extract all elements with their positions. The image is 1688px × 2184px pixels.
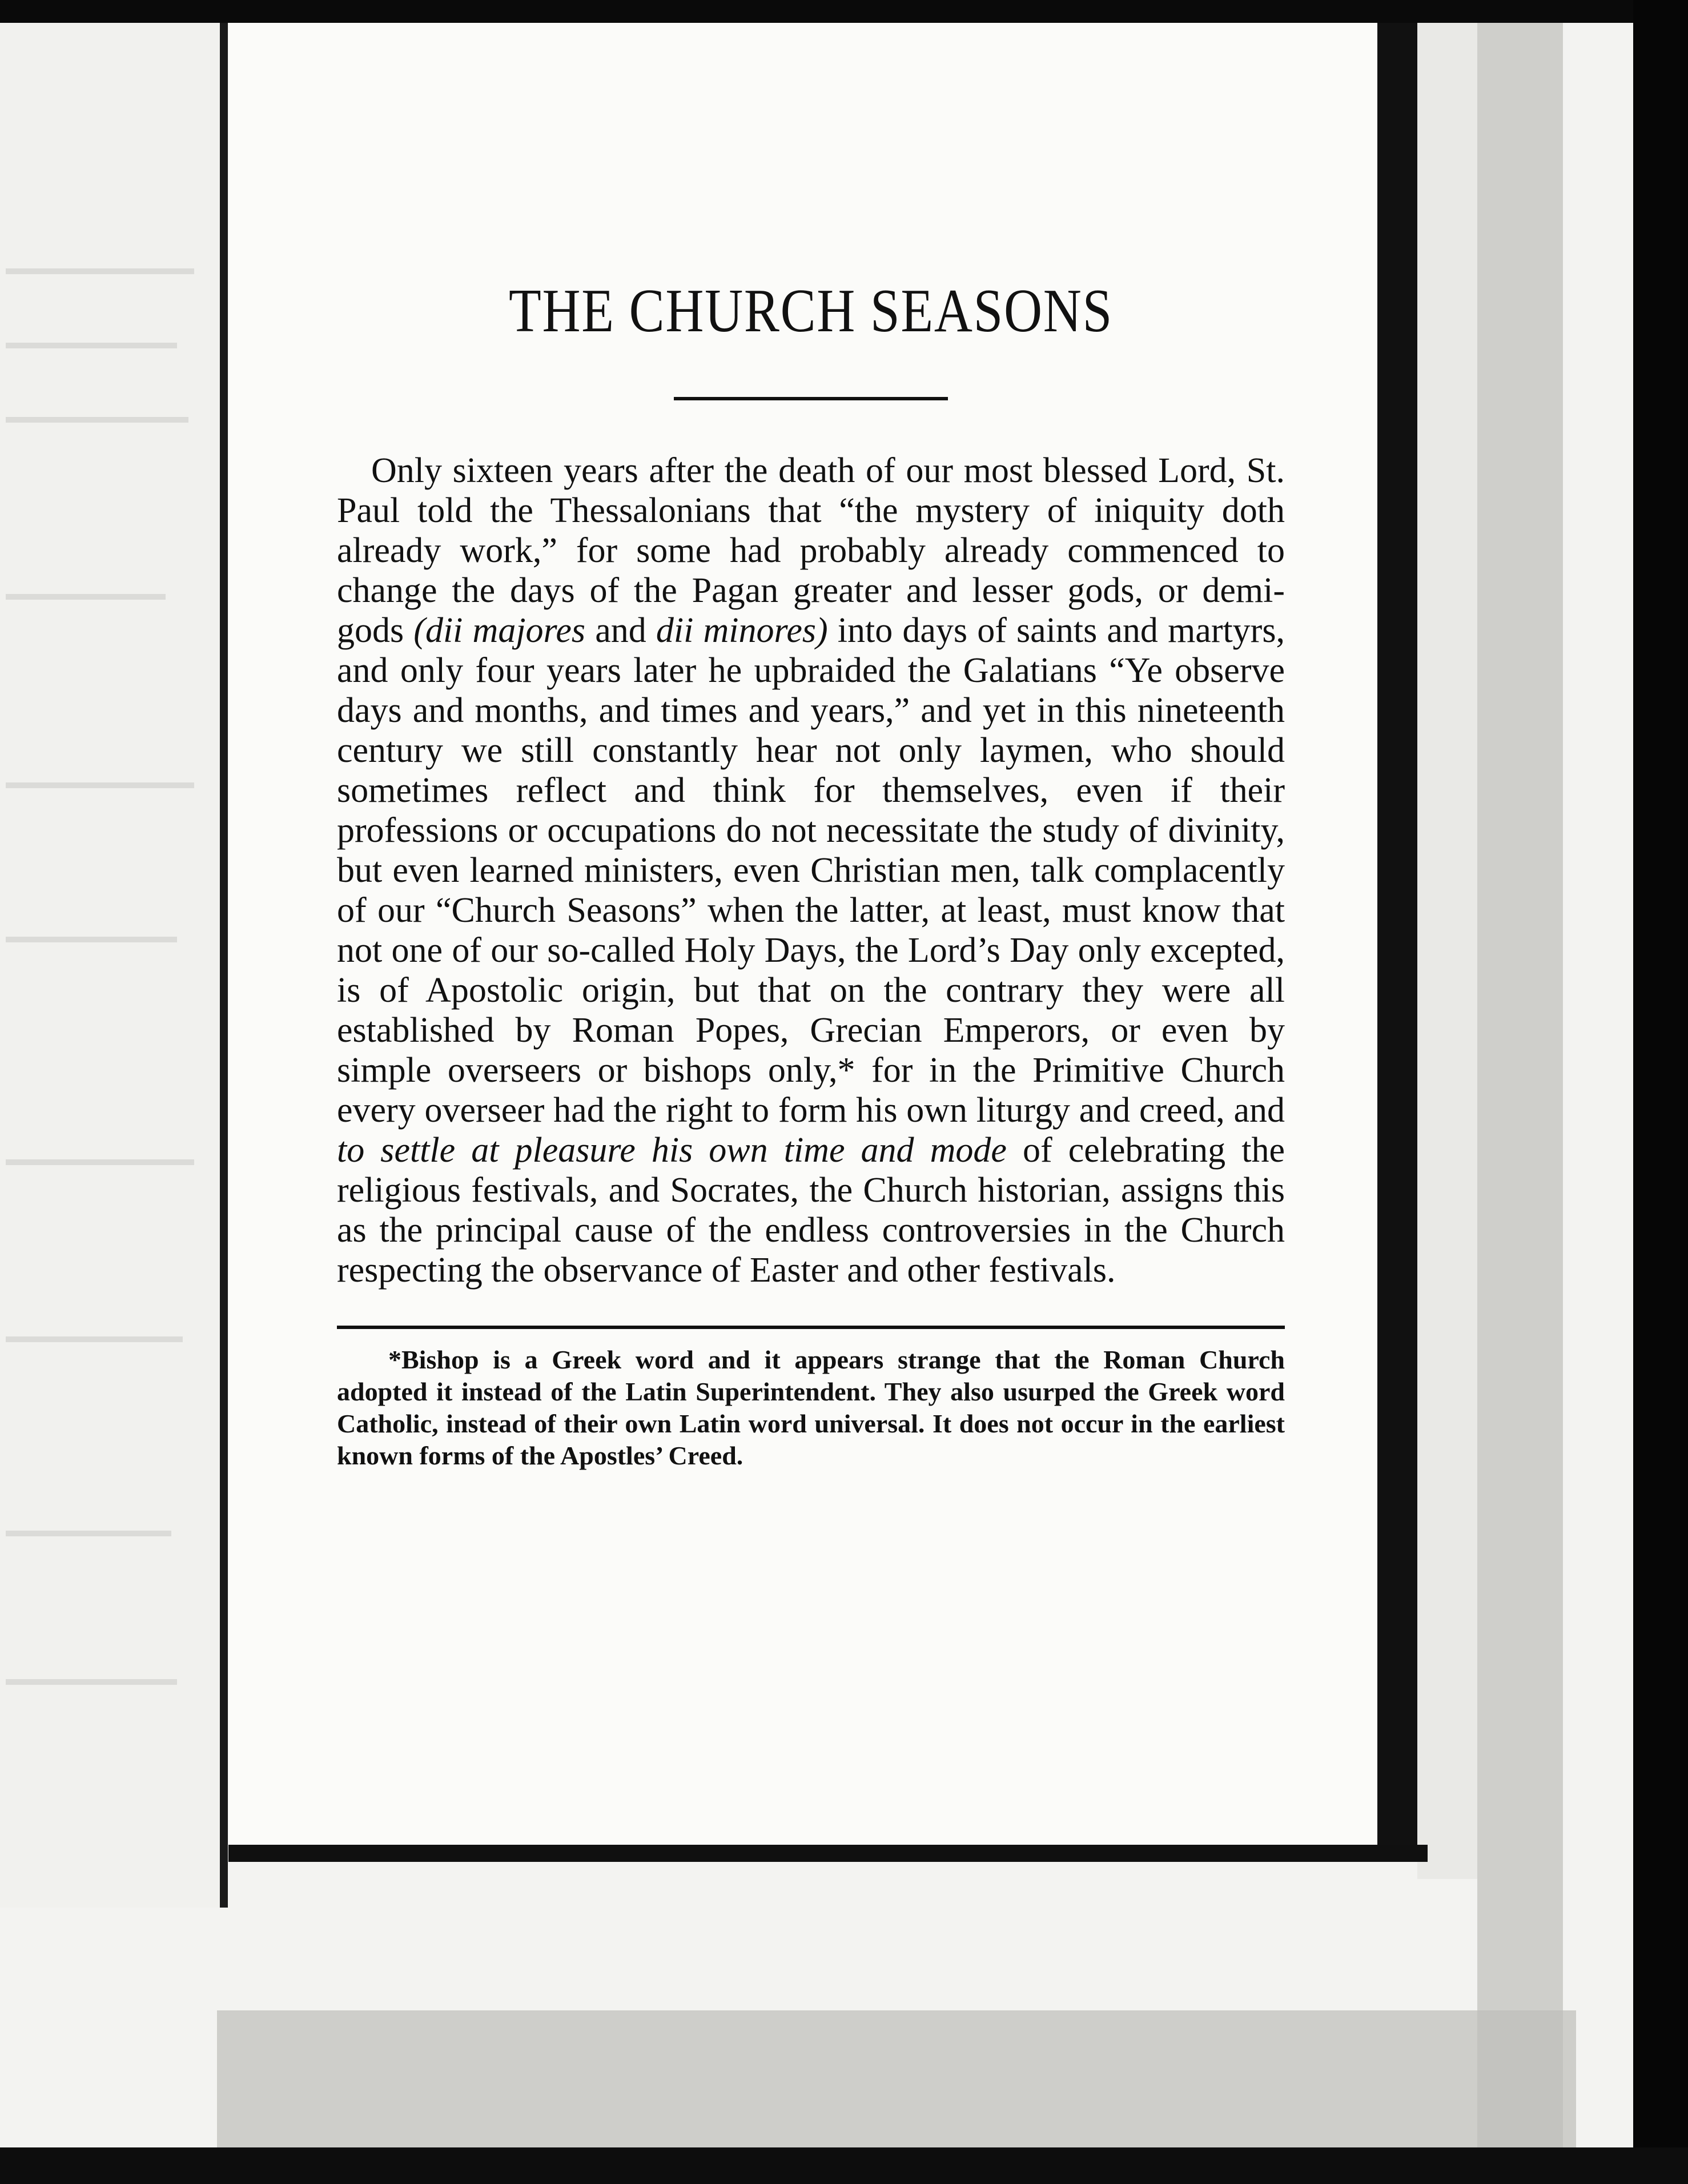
page-bottom-edge <box>228 1845 1428 1862</box>
paragraph-italic-text: to settle at pleasure his own time and mode <box>337 1131 1007 1170</box>
previous-page-fragment <box>0 23 223 1908</box>
scan-bottom-border <box>0 2147 1688 2184</box>
ghost-text-line <box>6 1679 177 1685</box>
scan-right-border <box>1633 0 1688 2184</box>
paragraph-text: Only sixteen years after the death of our most blessed Lord, St. Paul told the Thessalonians that “the mystery of iniquity doth already work,” for some had probably already commenced to change the days of the Pagan greater and lesser gods, or demi-gods <box>337 451 1285 650</box>
ghost-text-line <box>6 1336 183 1342</box>
scan-right-strip <box>1477 23 1563 2184</box>
page-content <box>337 274 1285 1498</box>
ghost-text-line <box>6 1159 194 1165</box>
paragraph-italic-text: (dii majores <box>413 611 586 650</box>
ghost-text-line <box>6 937 177 942</box>
paragraph-italic-text: dii minores) <box>656 611 828 650</box>
title-rule <box>674 397 948 400</box>
page-right-margin <box>1417 23 1477 1879</box>
paragraph-text: and <box>585 611 656 650</box>
ghost-text-line <box>6 594 166 600</box>
paragraph-text: of celebrating the religious festivals, and Socrates, the Church historian, assigns this as the principal cause of the endless controversies in the Church respecting the observance of Easter and other festivals. <box>337 1131 1285 1290</box>
scan-top-border <box>0 0 1688 23</box>
ghost-text-line <box>6 343 177 348</box>
ghost-text-line <box>6 782 194 788</box>
ghost-text-line <box>6 268 194 274</box>
page-right-edge <box>1377 23 1417 1862</box>
footnote-rule <box>337 1326 1285 1329</box>
footnote: *Bishop is a Greek word and it appears strange that the Roman Church adopted it instead of the Latin Superintendent. They also usurped the Greek word Catholic, instead of their own Latin word universal. It does not occur in the earliest known forms of the Apostles’ Creed. <box>337 1345 1285 1470</box>
body-paragraph <box>337 451 1285 1290</box>
paragraph-text: into days of saints and martyrs, and only four years later he upbraided the Galatians “Ye observe days and months, and times and years,” and yet in this nineteenth century we still constantly hear not only laymen, who should sometimes reflect and think for themselves, even if their professions or occupations do not necessitate the study of divinity, but even learned ministers, even Christian men, talk complacently of our “Church Seasons” when the latter, at least, must know that not one of our so-called Holy Days, the Lord’s Day only excepted, is of Apostolic origin, but that on the contrary they were all established by Roman Popes, Grecian Emperors, or even by simple overseers or bishops only,* for in the Primitive Church every overseer had the right to form his own liturgy and creed, and <box>337 611 1285 1130</box>
previous-page-edge <box>220 23 228 1908</box>
scan-bottom-noise <box>217 2010 1576 2147</box>
ghost-text-line <box>6 1531 171 1536</box>
ghost-text-line <box>6 417 188 423</box>
page-title: THE CHURCH SEASONS <box>509 277 1113 345</box>
